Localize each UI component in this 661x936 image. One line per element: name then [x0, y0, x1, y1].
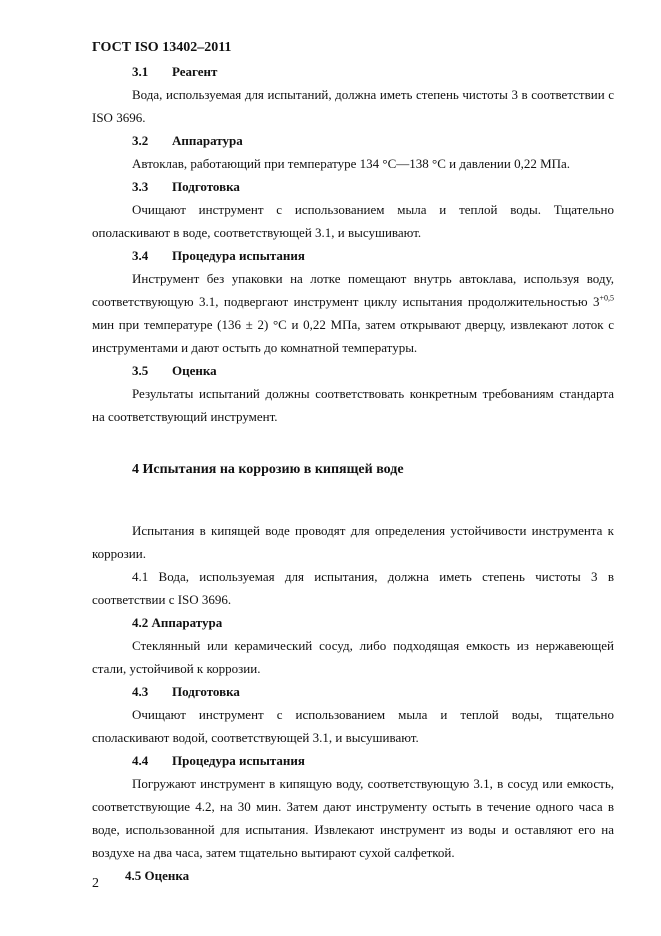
- section-4-3-text: Очищают инструмент с использованием мыла и теплой воды, тщательно споласкивают водой, соответствующей 3.1, и высушивают.: [92, 707, 614, 745]
- tolerance-superscript: +0,5: [599, 293, 614, 303]
- section-3-2-text: Автоклав, работающий при температуре 134 °С—138 °С и давлении 0,22 МПа.: [132, 156, 571, 171]
- section-3-5-heading: [132, 359, 614, 382]
- section-3-1-heading: [132, 60, 614, 83]
- section-title: Аппаратура: [172, 133, 243, 148]
- section-3-4-heading: [132, 244, 614, 267]
- section-title: Процедура испытания: [172, 248, 305, 263]
- section-3-2-heading: [132, 129, 614, 152]
- section-4-intro: Испытания в кипящей воде проводят для определения устойчивости инструмента к коррозии.: [92, 523, 614, 561]
- section-3-1-text: Вода, используемая для испытаний, должна иметь степень чистоты 3 в соответствии с ISO 3696.: [92, 87, 614, 125]
- section-4-1-text: 4.1 Вода, используемая для испытания, должна иметь степень чистоты 3 в соответствии с ISO 3696.: [92, 569, 614, 607]
- section-3-5-text: Результаты испытаний должны соответствовать конкретным требованиям стандарта на соответствующий инструмент.: [92, 386, 614, 424]
- section-4-4-heading: [132, 749, 614, 772]
- section-title: Реагент: [172, 64, 218, 79]
- section-4-3-heading: [132, 680, 614, 703]
- section-title: 4.5 Оценка: [125, 868, 190, 883]
- section-3-3-heading: [132, 175, 614, 198]
- section-title: Оценка: [172, 363, 217, 378]
- section-4-4-text: Погружают инструмент в кипящую воду, соответствующую 3.1, в сосуд или емкость, соответствующие 4.2, на 30 мин. Затем дают инструменту остыть в течение одного часа в воде, использованной для испытания. Извлекают инструмент из воды и оставляют его на воздухе на два часа, затем тщательно вытирают сухой салфеткой.: [92, 776, 614, 860]
- section-number: 4.3: [132, 684, 149, 699]
- section-3-4-text: [92, 267, 614, 359]
- section-number: 3.5: [132, 363, 149, 378]
- page-number: 2: [92, 876, 99, 891]
- section-4-2-text: Стеклянный или керамический сосуд, либо подходящая емкость из нержавеющей стали, устойчивой к коррозии.: [92, 638, 614, 676]
- section-3-3-text: Очищают инструмент с использованием мыла и теплой воды. Тщательно ополаскивают в воде, соответствующей 3.1, и высушивают.: [92, 202, 614, 240]
- section-4-2-heading: [132, 611, 614, 634]
- document-header: ГОСТ ISO 13402–2011: [92, 40, 232, 55]
- page-content: [92, 60, 614, 887]
- section-number: 3.3: [132, 179, 149, 194]
- text-part-a: Инструмент без упаковки на лотке помещают внутрь автоклава, используя воду, соответствующую 3.1, подвергают инструмент циклу испытания продолжительностью 3: [92, 271, 614, 309]
- section-4-5-heading: [125, 864, 614, 887]
- section-4-heading: 4 Испытания на коррозию в кипящей воде: [132, 462, 404, 477]
- section-number: 3.1: [132, 64, 149, 79]
- section-title: Подготовка: [172, 179, 240, 194]
- section-number: 4.4: [132, 753, 149, 768]
- text-part-b: мин при температуре (136 ± 2) °С и 0,22 МПа, затем открывают дверцу, извлекают лоток с инструментами и дают остыть до комнатной температуры.: [92, 317, 614, 355]
- section-title: Процедура испытания: [172, 753, 305, 768]
- section-title: Подготовка: [172, 684, 240, 699]
- section-number: 3.2: [132, 133, 149, 148]
- section-number: 3.4: [132, 248, 149, 263]
- section-title: 4.2 Аппаратура: [132, 615, 223, 630]
